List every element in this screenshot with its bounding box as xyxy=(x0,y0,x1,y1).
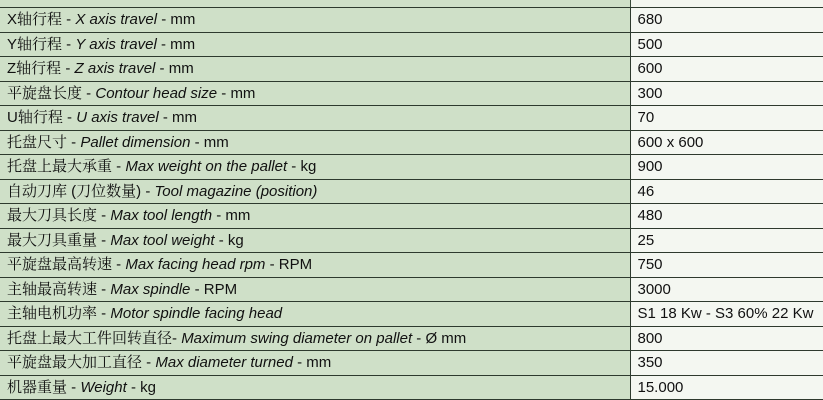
spec-label-unit: - RPM xyxy=(265,256,313,274)
spec-label-separator: - xyxy=(141,182,155,200)
spec-label-chinese: 托盘尺寸 xyxy=(7,133,68,151)
spec-label-cell xyxy=(0,179,630,204)
spec-label-chinese: 主轴电机功率 xyxy=(7,305,98,323)
spec-label-unit: - mm xyxy=(157,11,196,29)
spec-label-english: Max tool weight xyxy=(110,231,215,249)
spec-row xyxy=(0,375,823,400)
spec-value-cell: 500 xyxy=(630,32,823,57)
table-top-strip xyxy=(0,0,823,7)
spec-label-separator: - xyxy=(67,133,81,151)
spec-label-english: Max diameter turned xyxy=(155,354,293,372)
spec-label-cell xyxy=(0,155,630,180)
spec-label-separator: - xyxy=(82,84,96,102)
spec-label-cell xyxy=(0,375,630,400)
spec-label-cell xyxy=(0,81,630,106)
spec-label-english: Pallet dimension xyxy=(80,133,191,151)
spec-label-cell xyxy=(0,351,630,376)
spec-value-cell: 25 xyxy=(630,228,823,253)
spec-label-english: Y axis travel xyxy=(75,35,157,53)
spec-label-separator: - xyxy=(172,329,182,347)
spec-value-cell: 800 xyxy=(630,326,823,351)
spec-label-cell xyxy=(0,302,630,327)
spec-value-cell: 600 x 600 xyxy=(630,130,823,155)
spec-label-separator: - xyxy=(97,305,111,323)
spec-label-chinese: Y轴行程 xyxy=(7,35,63,53)
spec-label-cell xyxy=(0,106,630,131)
spec-label-unit: - mm xyxy=(190,133,229,151)
spec-label-chinese: 平旋盘最大加工直径 xyxy=(7,354,143,372)
spec-label-cell xyxy=(0,204,630,229)
spec-label-english: Weight xyxy=(80,378,127,396)
spec-label-separator: - xyxy=(61,60,75,78)
spec-row xyxy=(0,81,823,106)
spec-value-cell: 350 xyxy=(630,351,823,376)
spec-value-cell: 300 xyxy=(630,81,823,106)
spec-label-separator: - xyxy=(97,280,111,298)
spec-label-chinese: 机器重量 xyxy=(7,378,68,396)
spec-label-unit: - mm xyxy=(158,109,198,127)
spec-table-body xyxy=(0,8,823,400)
spec-label-english: X axis travel xyxy=(75,11,158,29)
spec-label-english: Max facing head rpm xyxy=(125,256,266,274)
spec-label-chinese: 平旋盘长度 xyxy=(7,84,83,102)
spec-label-separator: - xyxy=(112,256,126,274)
spec-label-unit: - mm xyxy=(156,35,196,53)
spec-label-separator: - xyxy=(97,231,111,249)
spec-label-unit: - mm xyxy=(217,84,256,102)
spec-label-cell xyxy=(0,32,630,57)
spec-label-chinese: Z轴行程 xyxy=(7,60,62,78)
spec-label-cell xyxy=(0,8,630,33)
spec-row xyxy=(0,277,823,302)
spec-label-unit: - kg xyxy=(287,158,317,176)
spec-label-unit: - mm xyxy=(212,207,251,225)
spec-label-english: Max tool length xyxy=(110,207,213,225)
spec-label-separator: - xyxy=(62,11,76,29)
spec-value-cell: 46 xyxy=(630,179,823,204)
spec-label-separator: - xyxy=(97,207,111,225)
spec-label-english: U axis travel xyxy=(76,109,159,127)
spec-label-unit: - kg xyxy=(126,378,156,396)
spec-label-cell xyxy=(0,57,630,82)
spec-label-chinese: 托盘上最大工件回转直径 xyxy=(7,329,173,347)
spec-label-separator: - xyxy=(112,158,126,176)
spec-label-chinese: 最大刀具长度 xyxy=(7,207,98,225)
spec-label-english: Max weight on the pallet xyxy=(125,158,288,176)
spec-row xyxy=(0,8,823,33)
spec-value-cell: 15.000 xyxy=(630,375,823,400)
spec-label-chinese: 最大刀具重量 xyxy=(7,231,98,249)
spec-label-unit: - kg xyxy=(214,231,244,249)
spec-label-english: Max spindle xyxy=(110,280,191,298)
spec-table xyxy=(0,7,823,400)
spec-row xyxy=(0,106,823,131)
spec-row xyxy=(0,228,823,253)
spec-value-cell: 680 xyxy=(630,8,823,33)
spec-label-english: Maximum swing diameter on pallet xyxy=(181,329,413,347)
spec-label-english: Z axis travel xyxy=(74,60,156,78)
spec-value-cell: 3000 xyxy=(630,277,823,302)
spec-label-chinese: U轴行程 xyxy=(7,109,63,127)
spec-row xyxy=(0,155,823,180)
spec-label-chinese: 自动刀库 (刀位数量) xyxy=(7,182,142,200)
spec-label-chinese: 平旋盘最高转速 xyxy=(7,256,113,274)
spec-label-cell xyxy=(0,228,630,253)
spec-row xyxy=(0,179,823,204)
spec-row xyxy=(0,32,823,57)
spec-row xyxy=(0,302,823,327)
top-cut-cell xyxy=(630,0,823,7)
spec-label-unit: - mm xyxy=(155,60,194,78)
spec-row xyxy=(0,204,823,229)
spec-label-cell xyxy=(0,277,630,302)
spec-row xyxy=(0,130,823,155)
spec-label-separator: - xyxy=(62,35,76,53)
spec-label-english: Motor spindle facing head xyxy=(110,305,283,323)
spec-label-chinese: 托盘上最大承重 xyxy=(7,158,113,176)
spec-label-cell xyxy=(0,326,630,351)
spec-label-separator: - xyxy=(142,354,156,372)
spec-value-cell: 480 xyxy=(630,204,823,229)
spec-value-cell: 900 xyxy=(630,155,823,180)
spec-label-unit: - Ø mm xyxy=(412,329,467,347)
spec-label-separator: - xyxy=(62,109,77,127)
spec-label-english: Tool magazine (position) xyxy=(154,182,318,200)
spec-label-chinese: X轴行程 xyxy=(7,11,63,29)
spec-label-cell xyxy=(0,253,630,278)
spec-label-separator: - xyxy=(67,378,81,396)
spec-label-unit: - RPM xyxy=(190,280,238,298)
spec-label-cell xyxy=(0,130,630,155)
spec-row xyxy=(0,253,823,278)
spec-label-chinese: 主轴最高转速 xyxy=(7,280,98,298)
spec-value-cell: 750 xyxy=(630,253,823,278)
spec-label-english: Contour head size xyxy=(95,84,218,102)
spec-value-cell: 70 xyxy=(630,106,823,131)
spec-row xyxy=(0,57,823,82)
spec-value-cell: S1 18 Kw - S3 60% 22 Kw xyxy=(630,302,823,327)
spec-row xyxy=(0,326,823,351)
spec-row xyxy=(0,351,823,376)
spec-label-unit: - mm xyxy=(292,354,332,372)
spec-value-cell: 600 xyxy=(630,57,823,82)
